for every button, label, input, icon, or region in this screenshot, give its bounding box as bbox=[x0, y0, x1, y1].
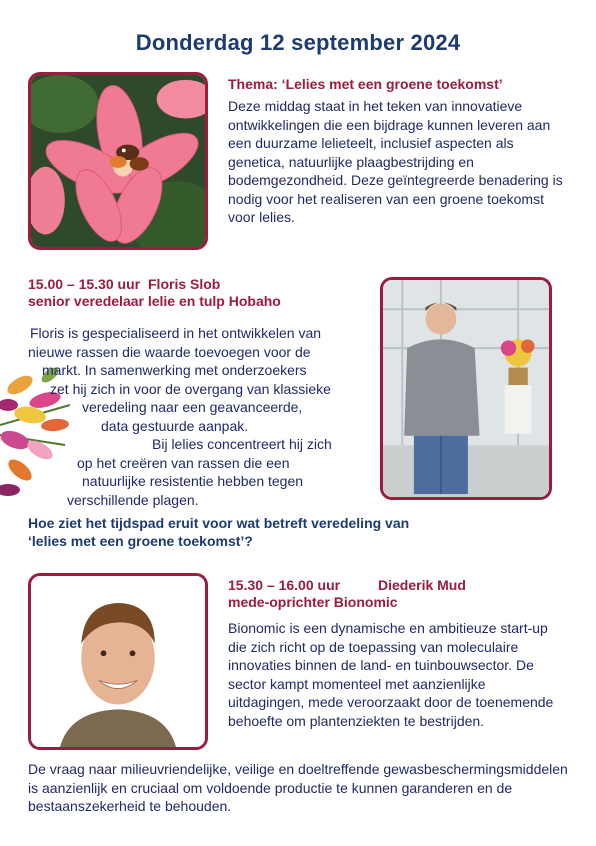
closing-paragraph: De vraag naar milieuvriendelijke, veilige en doeltreffende gewasbeschermingsmiddelen is aanzienlijk en cruciaal om voldoende productie te kunnen garanderen en de bestaanszekerheid te behouden. bbox=[28, 761, 568, 814]
speaker1-line: op het creëren van rassen die een bbox=[77, 454, 290, 471]
speaker1-line: verschillende plagen. bbox=[67, 491, 199, 508]
speaker2-time: 15.30 – 16.00 uur bbox=[228, 577, 341, 593]
speaker1-time: 15.00 – 15.30 uur bbox=[28, 276, 141, 292]
speaker1-line: veredeling naar een geavanceerde, bbox=[82, 399, 303, 415]
speaker1-line: markt. In samenwerking met onderzoekers bbox=[42, 362, 307, 378]
question-line2: ‘lelies met een groene toekomst’? bbox=[28, 533, 253, 549]
speaker2-name: Diederik Mud bbox=[378, 577, 466, 593]
speaker1-header bbox=[28, 276, 378, 310]
speaker2-photo bbox=[28, 573, 208, 750]
question-line1: Hoe ziet het tijdspad eruit voor wat betreft veredeling van bbox=[28, 515, 410, 531]
speaker1-line: data gestuurde aanpak. bbox=[101, 417, 249, 434]
speaker1-name: Floris Slob bbox=[148, 276, 221, 292]
theme-body: Deze middag staat in het teken van innovatieve ontwikkelingen die een bijdrage kunnen leveren aan een duurzame lelieteelt, inclusief aspecten als genetica, natuurlijke plaagbestrijding en bodemgezondheid. Deze geïntegreerde benadering is nodig voor het realiseren van een groene toekomst voor lelies. bbox=[228, 98, 563, 225]
speaker2-role: mede-oprichter Bionomic bbox=[228, 594, 398, 610]
speaker1-line: zet hij zich in voor de overgang van klassieke bbox=[50, 380, 331, 397]
speaker1-body bbox=[0, 324, 380, 509]
page-title: Donderdag 12 september 2024 bbox=[135, 30, 461, 55]
lily-photo bbox=[28, 72, 208, 250]
speaker2-header bbox=[228, 577, 578, 611]
speaker1-line: Bij lelies concentreert hij zich bbox=[152, 436, 332, 452]
speaker1-photo bbox=[380, 277, 552, 500]
speaker2-body: Bionomic is een dynamische en ambitieuze start-up die zich richt op de toepassing van moleculaire innovaties binnen de land- en tuinbouwsector. De sector kampt momenteel met aanzienlijke uitdagingen, mede veroorzaakt door de toenemende behoefte om plantenziekten te bestrijden. bbox=[228, 620, 554, 729]
speaker1-line: natuurlijke resistentie hebben tegen bbox=[82, 473, 304, 489]
speaker1-line: nieuwe rassen die waarde toevoegen voor de bbox=[28, 343, 311, 360]
speaker1-role: senior veredelaar lelie en tulp Hobaho bbox=[28, 293, 281, 309]
speaker1-line: Floris is gespecialiseerd in het ontwikkelen van bbox=[30, 325, 322, 341]
question bbox=[28, 514, 568, 550]
theme-heading: Thema: ‘Lelies met een groene toekomst’ bbox=[228, 76, 503, 92]
